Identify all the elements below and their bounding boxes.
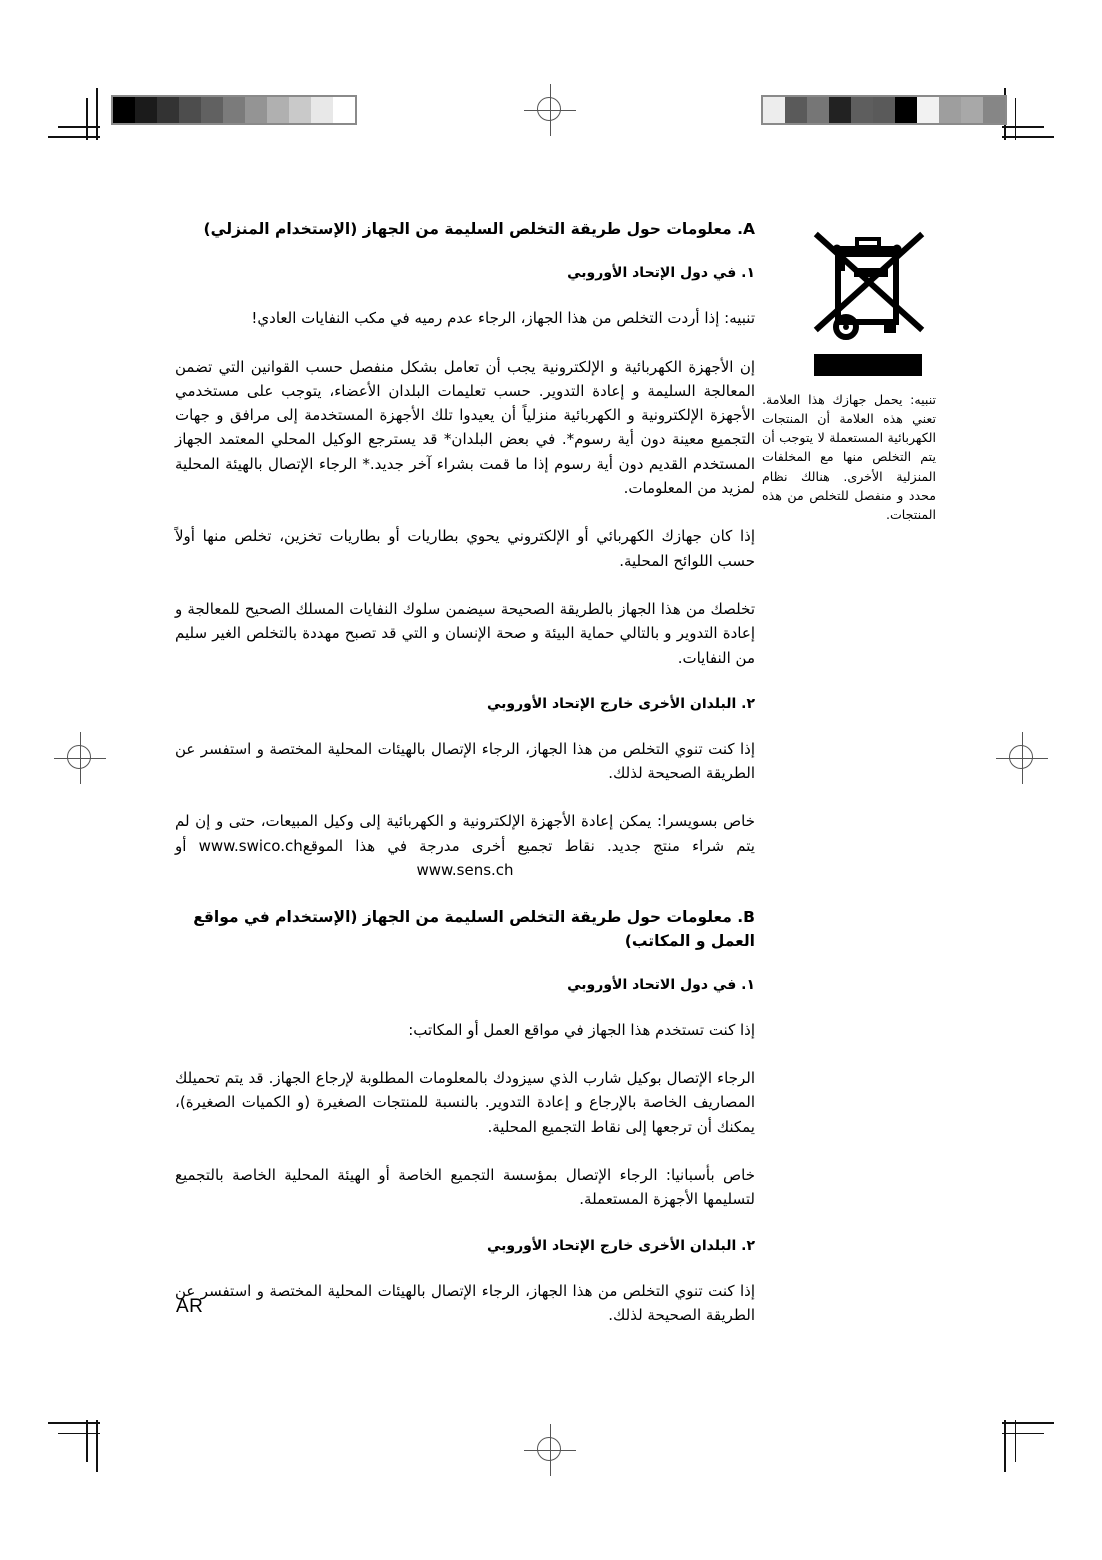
section-a-benefit-paragraph: تخلصك من هذا الجهاز بالطريقة الصحيحة سيضمن سلوك النفايات المسلك الصحيح للمعالجة و إعادة التدوير و بالتالي حماية البيئة و صحة الإنسان و التي قد تصبح مهددة بالتخلص الغير سليم من النفايات.	[175, 599, 755, 667]
gray-left-swatch-7	[267, 97, 289, 123]
registration-mark-right	[996, 732, 1048, 784]
gray-right-swatch-9	[961, 97, 983, 123]
gray-left-swatch-9	[311, 97, 333, 123]
weee-solid-bar	[814, 354, 922, 376]
section-a-sub1-heading: ١. ﻓﻲ دول الإتحاد الأوروبي	[567, 265, 755, 282]
crop-mark-top-left	[48, 88, 118, 158]
crop-mark-bottom-right	[984, 1402, 1054, 1472]
section-a-outside-eu-paragraph: إذا كنت تنوي التخلص من هذا الجهاز، الرجاء الإتصال بالهيئات المحلية المختصة و استفسر عن الطريقة الصحيحة لذلك.	[175, 739, 755, 783]
registration-mark-top	[524, 84, 576, 136]
gray-right-swatch-7	[917, 97, 939, 123]
section-b-sub1-heading: ١. ﻓﻲ دول الاتحاد الأوروبي	[567, 976, 755, 993]
section-a-heading: A. معلومات حول طريقة التخلص السليمة من الجهاز (الإستخدام المنزلي)	[203, 220, 755, 238]
section-a-caution-paragraph: تنبيه: إذا أردت التخلص من هذا الجهاز، الرجاء عدم رميه ﻓﻲ مكب النفايات العادي!	[251, 309, 755, 328]
crossed-out-wheelie-bin-icon	[808, 224, 928, 348]
section-a-switzerland-paragraph	[175, 809, 755, 882]
section-b-contact-paragraph: الرجاء الإتصال بوكيل شارب الذي سيزودك بالمعلومات المطلوبة لإرجاع الجهاز. قد يتم تحميلك المصاريف الخاصة بالإرجاع و إعادة التدوير. بالنسبة للمنتجات الصغيرة (و الكميات الصغيرة)، يمكنك أن ترجعها إلى نقاط التجميع المحلية.	[175, 1069, 755, 1136]
grayscale-calibration-strip-right	[761, 95, 1007, 125]
section-a-sub2-heading: ٢. البلدان الأخرى خارج الإتحاد الأوروبي	[486, 695, 755, 712]
gray-right-swatch-3	[829, 97, 851, 123]
section-a-batteries-paragraph: إذا كان جهازك الكهربائي أو الإلكتروني يحوي بطاريات أو بطاريات تخزين، تخلص منها أولاً حسب اللوائح المحلية.	[175, 527, 755, 570]
section-b-heading: B. معلومات حول طريقة التخلص السليمة من الجهاز (الإستخدام ﻓﻲ مواقع العمل و المكاتب)	[193, 908, 755, 950]
gray-right-swatch-1	[785, 97, 807, 123]
gray-left-swatch-2	[157, 97, 179, 123]
gray-left-swatch-3	[179, 97, 201, 123]
switzerland-text-part1: خاص بسويسرا: يمكن إعادة الأجهزة الإلكترونية و الكهربائية إلى وكيل المبيعات، حتى و إن لم يتم شراء منتج جديد. نقاط تجميع أخرى مدرجة ﻓﻲ هذا الموقع	[175, 812, 755, 855]
section-b-sub2-heading: ٢. البلدان الأخرى خارج الإتحاد الأوروبي	[486, 1237, 755, 1254]
grayscale-calibration-strip-left	[111, 95, 357, 125]
gray-right-swatch-6	[895, 97, 917, 123]
gray-right-swatch-5	[873, 97, 895, 123]
crop-mark-bottom-left	[48, 1402, 118, 1472]
document-body	[175, 218, 755, 1351]
gray-right-swatch-0	[763, 97, 785, 123]
swico-url[interactable]: www.swico.ch	[198, 836, 303, 855]
gray-left-swatch-0	[113, 97, 135, 123]
section-a-main-paragraph: إن الأجهزة الكهربائية و الإلكترونية يجب أن تعامل بشكل منفصل حسب القوانين التي تضمن المعالجة السليمة و إعادة التدوير. حسب تعليمات البلدان الأعضاء، يتوجب على مستخدمي الأجهزة الإلكترونية و الكهربائية منزلياً أن يعيدوا تلك الأجهزة المستخدمة إلى مرافق و جهات التجميع معينة دون أية رسوم*. ﻓﻲ بعض البلدان* قد يسترجع الوكيل المحلي المعتمد الجهاز المستخدم القديم دون أية رسوم إذا ما قمت بشراء آخر جديد.* الرجاء الإتصال بالهيئة المحلية لمزيد من المعلومات.	[175, 357, 755, 498]
section-b-intro-paragraph: إذا كنت تستخدم هذا الجهاز ﻓﻲ مواقع العمل أو المكاتب:	[408, 1020, 755, 1039]
sens-url[interactable]: www.sens.ch	[416, 861, 514, 879]
gray-right-swatch-8	[939, 97, 961, 123]
registration-mark-left	[54, 732, 106, 784]
weee-sidebar-note: تنبيه: يحمل جهازك هذا العلامة. تعني هذه العلامة أن المنتجات الكهربائية المستعملة لا يتوجب أن يتم التخلص منها مع المخلفات المنزلية الأخرى. هنالك نظام محدد و منفصل للتخلص من هذه المنتجات.	[762, 392, 936, 522]
language-code-label: AR	[176, 1296, 204, 1317]
gray-right-swatch-4	[851, 97, 873, 123]
switzerland-text-or: أو	[175, 836, 187, 855]
section-b-spain-paragraph: خاص بأسبانيا: الرجاء الإتصال بمؤسسة التجميع الخاصة أو الهيئة المحلية الخاصة بالتجميع لتسليمها الأجهزة المستعملة.	[175, 1165, 755, 1209]
section-b-outside-eu-paragraph: إذا كنت تنوي التخلص من هذا الجهاز، الرجاء الإتصال بالهيئات المحلية المختصة و استفسر عن الطريقة الصحيحة لذلك.	[175, 1281, 755, 1324]
gray-left-swatch-4	[201, 97, 223, 123]
gray-right-swatch-2	[807, 97, 829, 123]
gray-left-swatch-5	[223, 97, 245, 123]
registration-mark-bottom	[524, 1424, 576, 1476]
gray-left-swatch-8	[289, 97, 311, 123]
gray-left-swatch-10	[333, 97, 355, 123]
gray-left-swatch-1	[135, 97, 157, 123]
weee-sidebar	[760, 224, 936, 537]
gray-left-swatch-6	[245, 97, 267, 123]
gray-right-swatch-10	[983, 97, 1005, 123]
